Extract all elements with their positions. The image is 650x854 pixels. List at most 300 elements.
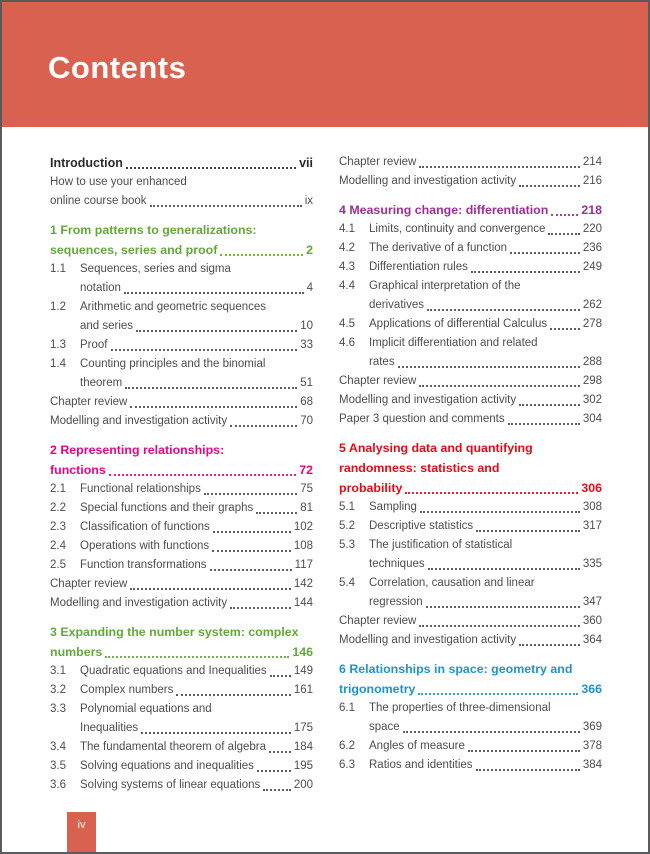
toc-line xyxy=(339,258,602,277)
toc-text: Differentiation rules xyxy=(369,261,468,273)
toc-entry-number: 5.2 xyxy=(339,520,355,532)
toc-text: 6 Relationships in space: geometry and xyxy=(339,662,573,676)
toc-text: Ratios and identities xyxy=(369,759,473,771)
toc-entry xyxy=(339,220,602,239)
toc-page-number: 302 xyxy=(582,394,602,406)
toc-entry-number: 1.4 xyxy=(50,358,66,370)
toc-entry-number: 1.1 xyxy=(50,263,66,275)
dotted-leader xyxy=(124,292,304,294)
dotted-leader xyxy=(270,675,291,677)
toc-text: Chapter review xyxy=(339,615,417,627)
dotted-leader xyxy=(130,406,297,408)
toc-text: 2 Representing relationships: xyxy=(50,443,225,457)
toc-text: space xyxy=(369,721,400,733)
toc-page-number: 51 xyxy=(300,377,313,389)
toc-entry xyxy=(339,239,602,258)
toc-entry-number: 2.3 xyxy=(50,521,66,533)
page-title: Contents xyxy=(48,50,187,85)
toc-page-number: ix xyxy=(304,195,313,207)
dotted-leader xyxy=(476,530,580,532)
toc-text: regression xyxy=(369,596,423,608)
toc-page-number: 102 xyxy=(293,521,313,533)
toc-line xyxy=(50,260,313,279)
dotted-leader xyxy=(548,233,579,235)
dotted-leader xyxy=(403,731,580,733)
toc-entry-number: 2.1 xyxy=(50,483,66,495)
toc-text: Arithmetic and geometric sequences xyxy=(80,301,267,313)
toc-line xyxy=(339,153,602,172)
toc-line xyxy=(50,317,313,336)
toc-text: derivatives xyxy=(369,299,424,311)
toc-entry xyxy=(50,757,313,776)
toc-chapter-heading xyxy=(50,622,313,662)
toc-entry xyxy=(339,410,602,429)
toc-line xyxy=(339,172,602,191)
toc-entry xyxy=(339,536,602,574)
toc-line xyxy=(50,480,313,499)
toc-text: Sampling xyxy=(369,501,417,513)
toc-line xyxy=(50,336,313,355)
toc-entry xyxy=(50,173,313,211)
toc-text: Modelling and investigation activity xyxy=(339,175,517,187)
dotted-leader xyxy=(210,569,292,571)
toc-page-number: 214 xyxy=(582,156,602,168)
dotted-leader xyxy=(256,512,297,514)
dotted-leader xyxy=(263,789,291,791)
toc-page-number: 184 xyxy=(293,741,313,753)
toc-page-number: 306 xyxy=(581,481,602,495)
dotted-leader xyxy=(136,330,297,332)
dotted-leader xyxy=(220,254,303,256)
toc-line xyxy=(50,279,313,298)
toc-page-number: 366 xyxy=(581,682,602,696)
toc-line xyxy=(339,315,602,334)
toc-entry-number: 3.2 xyxy=(50,684,66,696)
toc-line xyxy=(50,537,313,556)
toc-entry-number: 5.4 xyxy=(339,577,355,589)
toc-page-number: 262 xyxy=(582,299,602,311)
toc-entry xyxy=(339,699,602,737)
toc-entry-number: 5.3 xyxy=(339,539,355,551)
toc-line xyxy=(339,756,602,775)
toc-entry xyxy=(339,631,602,650)
toc-page-number: 33 xyxy=(300,339,313,351)
toc-page-number: 161 xyxy=(293,684,313,696)
toc-page-number: 218 xyxy=(581,203,602,217)
toc-entry-number: 3.3 xyxy=(50,703,66,715)
toc-entry-number: 5.1 xyxy=(339,501,355,513)
toc-entry xyxy=(50,393,313,412)
toc-entry-number: 2.5 xyxy=(50,559,66,571)
toc-line xyxy=(50,575,313,594)
toc-line xyxy=(50,153,313,173)
toc-entry xyxy=(50,153,313,173)
toc-page-number: 360 xyxy=(582,615,602,627)
toc-entry xyxy=(50,518,313,537)
toc-text: Modelling and investigation activity xyxy=(50,415,228,427)
toc-text: The properties of three-dimensional xyxy=(369,702,551,714)
toc-page-number: 4 xyxy=(306,282,313,294)
toc-line xyxy=(339,718,602,737)
toc-text: Chapter review xyxy=(50,578,128,590)
toc-line xyxy=(50,642,313,662)
toc-entry xyxy=(50,575,313,594)
toc-entry-number: 4.2 xyxy=(339,242,355,254)
toc-line xyxy=(339,353,602,372)
toc-line xyxy=(50,460,313,480)
dotted-leader xyxy=(125,387,297,389)
dotted-leader xyxy=(519,644,580,646)
toc-entry-number: 3.6 xyxy=(50,779,66,791)
toc-line xyxy=(50,499,313,518)
toc-chapter-heading xyxy=(50,440,313,480)
toc-text: Chapter review xyxy=(339,156,417,168)
toc-page-number: 304 xyxy=(582,413,602,425)
dotted-leader xyxy=(230,425,297,427)
dotted-leader xyxy=(213,531,291,533)
toc-line xyxy=(50,518,313,537)
toc-line xyxy=(50,719,313,738)
toc-entry-number: 3.1 xyxy=(50,665,66,677)
toc-line xyxy=(50,298,313,317)
toc-page-number: 70 xyxy=(300,415,313,427)
dotted-leader xyxy=(212,550,291,552)
dotted-leader xyxy=(130,588,290,590)
toc-text: techniques xyxy=(369,558,425,570)
toc-line xyxy=(339,737,602,756)
toc-column-right xyxy=(339,153,602,795)
dotted-leader xyxy=(508,423,580,425)
toc-line xyxy=(339,478,602,498)
toc-page-number: 75 xyxy=(300,483,313,495)
toc-line xyxy=(339,631,602,650)
toc-entry-number: 3.4 xyxy=(50,741,66,753)
toc-page-number: 378 xyxy=(582,740,602,752)
toc-entry xyxy=(339,574,602,612)
toc-entry xyxy=(50,499,313,518)
toc-line xyxy=(50,757,313,776)
dotted-leader xyxy=(420,511,580,513)
toc-page-number: 68 xyxy=(300,396,313,408)
toc-text: The fundamental theorem of algebra xyxy=(80,741,267,753)
toc-page-number: 10 xyxy=(300,320,313,332)
toc-page-number: 308 xyxy=(582,501,602,513)
toc-entry xyxy=(339,612,602,631)
toc-line xyxy=(339,593,602,612)
dotted-leader xyxy=(269,751,291,753)
toc-entry-number: 2.2 xyxy=(50,502,66,514)
toc-text: rates xyxy=(369,356,395,368)
toc-entry xyxy=(50,681,313,700)
toc-entry xyxy=(50,556,313,575)
toc-line xyxy=(50,173,313,192)
toc-page-number: 317 xyxy=(582,520,602,532)
toc-line xyxy=(50,622,313,642)
toc-page-number: 347 xyxy=(582,596,602,608)
toc-entry-number: 1.2 xyxy=(50,301,66,313)
toc-entry-number: 4.6 xyxy=(339,337,355,349)
toc-entry xyxy=(50,355,313,393)
toc-entry xyxy=(339,498,602,517)
toc-text: online course book xyxy=(50,195,147,207)
toc-text: Graphical interpretation of the xyxy=(369,280,521,292)
toc-text: Function transformations xyxy=(80,559,207,571)
toc-line xyxy=(339,438,602,458)
toc-entry xyxy=(339,517,602,536)
toc-page-number: 236 xyxy=(582,242,602,254)
toc-text: numbers xyxy=(50,645,103,659)
toc-text: trigonometry xyxy=(339,682,416,696)
toc-line xyxy=(339,277,602,296)
toc-text: Chapter review xyxy=(339,375,417,387)
toc-page-number: 146 xyxy=(292,645,313,659)
dotted-leader xyxy=(257,770,291,772)
toc-entry xyxy=(339,737,602,756)
dotted-leader xyxy=(519,404,580,406)
toc-line xyxy=(339,220,602,239)
toc-text: Sequences, series and sigma xyxy=(80,263,231,275)
toc-entry-number: 4.5 xyxy=(339,318,355,330)
toc-entry-number: 4.3 xyxy=(339,261,355,273)
dotted-leader xyxy=(405,492,578,494)
toc-line xyxy=(339,498,602,517)
toc-entry xyxy=(50,537,313,556)
toc-line xyxy=(339,699,602,718)
toc-entry-number: 6.1 xyxy=(339,702,355,714)
toc-page-number: 144 xyxy=(293,597,313,609)
toc-line xyxy=(50,662,313,681)
toc-text: Limits, continuity and convergence xyxy=(369,223,546,235)
toc-entry-number: 6.3 xyxy=(339,759,355,771)
toc-text: sequences, series and proof xyxy=(50,243,218,257)
toc-text: Implicit differentiation and related xyxy=(369,337,538,349)
toc-entry xyxy=(50,336,313,355)
toc-text: Introduction xyxy=(50,156,123,170)
toc-chapter-heading xyxy=(339,200,602,220)
toc-text: Classification of functions xyxy=(80,521,210,533)
toc-text: Applications of differential Calculus xyxy=(369,318,548,330)
toc-entry xyxy=(50,480,313,499)
toc-line xyxy=(50,393,313,412)
toc-entry xyxy=(339,756,602,775)
toc-text: functions xyxy=(50,463,106,477)
toc-page-number: 384 xyxy=(582,759,602,771)
toc-line xyxy=(50,440,313,460)
toc-line xyxy=(50,594,313,613)
toc-page-number: vii xyxy=(299,156,313,170)
folio-badge xyxy=(67,812,96,852)
toc-page-number: 249 xyxy=(582,261,602,273)
toc-line xyxy=(50,220,313,240)
toc-text: Inequalities xyxy=(80,722,139,734)
dotted-leader xyxy=(419,385,579,387)
toc-entry xyxy=(339,391,602,410)
toc-page-number: 288 xyxy=(582,356,602,368)
toc-text: Special functions and their graphs xyxy=(80,502,254,514)
dotted-leader xyxy=(105,656,289,658)
toc-entry-number: 4.1 xyxy=(339,223,355,235)
dotted-leader xyxy=(419,625,579,627)
toc-text: Counting principles and the binomial xyxy=(80,358,266,370)
toc-entry-number: 4.4 xyxy=(339,280,355,292)
toc-text: Modelling and investigation activity xyxy=(339,394,517,406)
folio-page-number: iv xyxy=(77,819,86,831)
toc-line xyxy=(339,372,602,391)
toc-entry xyxy=(50,776,313,795)
toc-chapter-heading xyxy=(339,438,602,498)
dotted-leader xyxy=(468,750,580,752)
toc-page-number: 364 xyxy=(582,634,602,646)
toc-text: 4 Measuring change: differentiation xyxy=(339,203,549,217)
toc-entry xyxy=(339,372,602,391)
dotted-leader xyxy=(109,474,296,476)
toc-line xyxy=(50,374,313,393)
toc-entry xyxy=(339,277,602,315)
toc-entry xyxy=(50,260,313,298)
toc-text: Paper 3 question and comments xyxy=(339,413,505,425)
toc-line xyxy=(339,200,602,220)
toc-text: probability xyxy=(339,481,403,495)
dotted-leader xyxy=(510,252,580,254)
toc-text: Solving systems of linear equations xyxy=(80,779,261,791)
toc-line xyxy=(339,334,602,353)
toc-text: 3 Expanding the number system: complex xyxy=(50,625,299,639)
dotted-leader xyxy=(428,568,580,570)
toc-page-number: 175 xyxy=(293,722,313,734)
page-header xyxy=(2,2,648,127)
toc-text: Correlation, causation and linear xyxy=(369,577,535,589)
toc-line xyxy=(339,536,602,555)
toc-line xyxy=(339,679,602,699)
toc-text: The derivative of a function xyxy=(369,242,508,254)
dotted-leader xyxy=(230,607,291,609)
toc-line xyxy=(339,659,602,679)
toc-page-number: 117 xyxy=(294,559,313,571)
toc-page-number: 369 xyxy=(582,721,602,733)
toc-entry xyxy=(50,662,313,681)
toc-text: Functional relationships xyxy=(80,483,201,495)
toc-chapter-heading xyxy=(339,659,602,699)
toc-text: randomness: statistics and xyxy=(339,461,500,475)
dotted-leader xyxy=(427,309,580,311)
toc-line xyxy=(50,681,313,700)
toc-entry xyxy=(50,412,313,431)
toc-entry xyxy=(50,594,313,613)
toc-page-number: 195 xyxy=(293,760,313,772)
toc-entry-number: 1.3 xyxy=(50,339,66,351)
toc-text: Modelling and investigation activity xyxy=(339,634,517,646)
toc-line xyxy=(339,458,602,478)
toc-text: Solving equations and inequalities xyxy=(80,760,254,772)
toc-line xyxy=(50,556,313,575)
toc-entry xyxy=(339,258,602,277)
dotted-leader xyxy=(426,606,580,608)
toc-line xyxy=(339,574,602,593)
dotted-leader xyxy=(204,493,297,495)
toc-page-number: 278 xyxy=(582,318,602,330)
toc-entry-number: 3.5 xyxy=(50,760,66,772)
toc-chapter-heading xyxy=(50,220,313,260)
toc-entry xyxy=(339,315,602,334)
toc-text: 5 Analysing data and quantifying xyxy=(339,441,533,455)
toc-text: Operations with functions xyxy=(80,540,210,552)
dotted-leader xyxy=(111,349,298,351)
toc-page-number: 298 xyxy=(582,375,602,387)
toc-text: Proof xyxy=(80,339,108,351)
toc-line xyxy=(339,517,602,536)
toc-page-number: 142 xyxy=(293,578,313,590)
toc-page-number: 200 xyxy=(293,779,313,791)
toc-page-number: 220 xyxy=(582,223,602,235)
toc-line xyxy=(339,296,602,315)
dotted-leader xyxy=(176,694,290,696)
toc-text: Chapter review xyxy=(50,396,128,408)
toc-line xyxy=(50,776,313,795)
dotted-leader xyxy=(398,366,580,368)
toc-line xyxy=(339,612,602,631)
toc-entry xyxy=(50,738,313,757)
toc-page-number: 81 xyxy=(300,502,313,514)
dotted-leader xyxy=(519,185,580,187)
toc-entry xyxy=(50,298,313,336)
toc-text: How to use your enhanced xyxy=(50,176,187,188)
toc-line xyxy=(50,355,313,374)
toc-page-number: 108 xyxy=(293,540,313,552)
toc-text: Complex numbers xyxy=(80,684,174,696)
toc-column-left xyxy=(50,153,313,795)
toc-entry-number: 6.2 xyxy=(339,740,355,752)
dotted-leader xyxy=(551,214,578,216)
toc-text: theorem xyxy=(80,377,123,389)
toc-page-number: 216 xyxy=(582,175,602,187)
toc-line xyxy=(50,240,313,260)
toc-page-number: 149 xyxy=(293,665,313,677)
toc-line xyxy=(50,192,313,211)
dotted-leader xyxy=(471,271,580,273)
toc-line xyxy=(339,555,602,574)
toc-text: and series xyxy=(80,320,134,332)
dotted-leader xyxy=(550,328,580,330)
toc-line xyxy=(50,738,313,757)
toc-line xyxy=(339,391,602,410)
dotted-leader xyxy=(126,167,296,169)
toc-entry-number: 2.4 xyxy=(50,540,66,552)
dotted-leader xyxy=(150,205,302,207)
toc-text: Angles of measure xyxy=(369,740,465,752)
toc-line xyxy=(50,700,313,719)
toc-line xyxy=(339,239,602,258)
toc-page-number: 2 xyxy=(306,243,313,257)
toc-line xyxy=(339,410,602,429)
toc-entry xyxy=(50,700,313,738)
toc-text: Modelling and investigation activity xyxy=(50,597,228,609)
toc-text: notation xyxy=(80,282,121,294)
dotted-leader xyxy=(476,769,580,771)
toc-text: Quadratic equations and Inequalities xyxy=(80,665,267,677)
dotted-leader xyxy=(141,732,291,734)
dotted-leader xyxy=(418,693,578,695)
toc-text: The justification of statistical xyxy=(369,539,513,551)
toc-entry xyxy=(339,172,602,191)
toc-content xyxy=(2,127,648,795)
toc-page-number: 335 xyxy=(582,558,602,570)
dotted-leader xyxy=(419,166,579,168)
toc-text: 1 From patterns to generalizations: xyxy=(50,223,257,237)
toc-text: Descriptive statistics xyxy=(369,520,474,532)
toc-text: Polynomial equations and xyxy=(80,703,212,715)
toc-entry xyxy=(339,153,602,172)
toc-entry xyxy=(339,334,602,372)
